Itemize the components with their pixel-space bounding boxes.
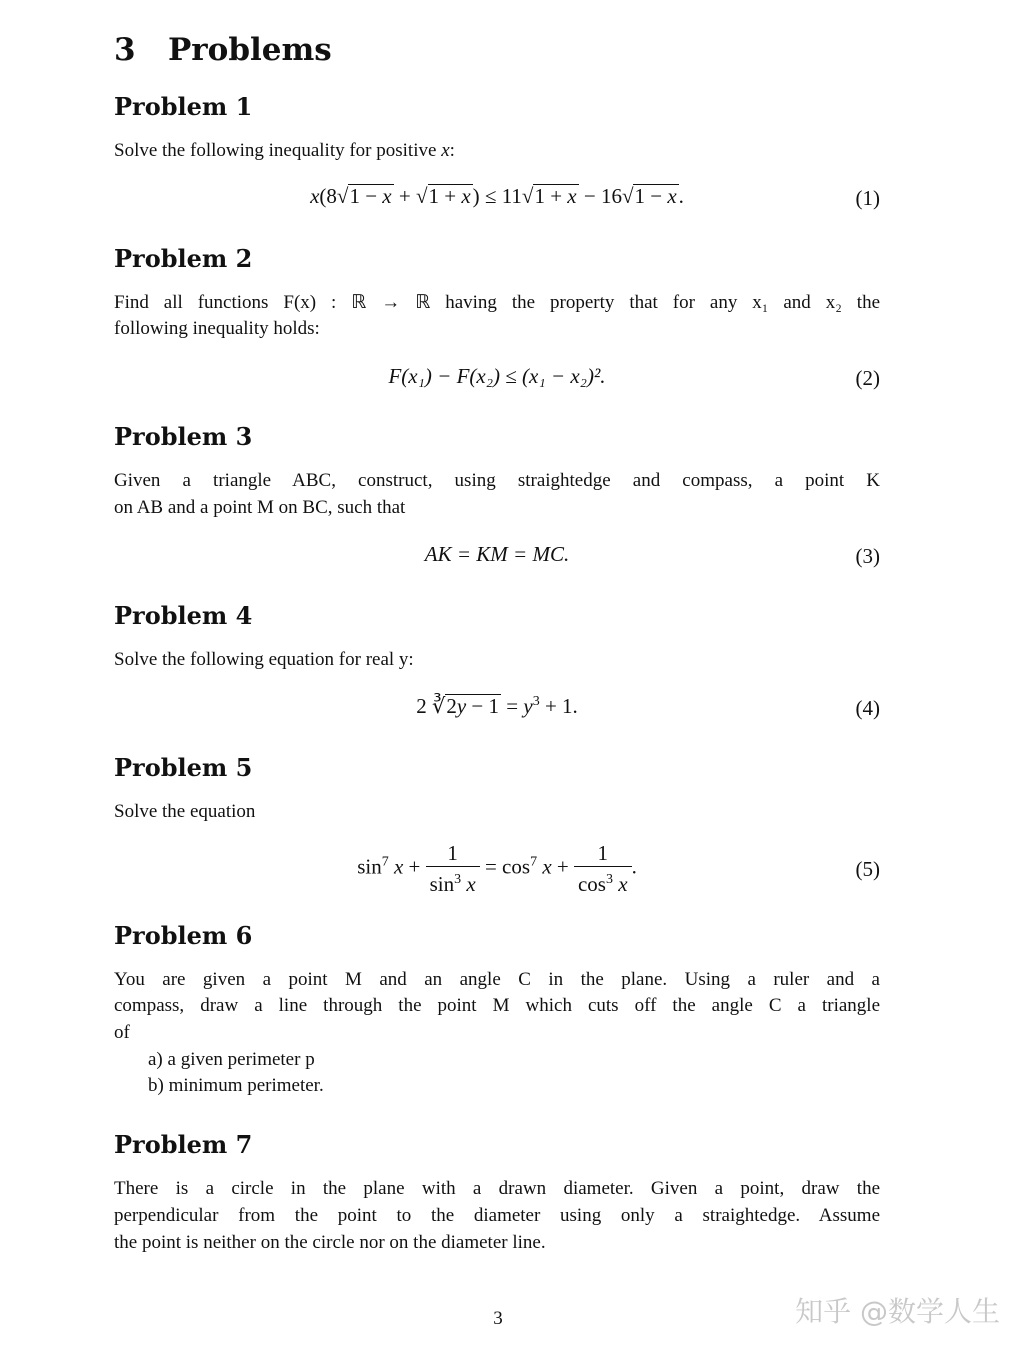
problem-4-text: Solve the following equation for real y: xyxy=(114,649,414,670)
watermark: 知乎 @数学人生 xyxy=(795,1295,1000,1328)
problem-6-item-a: a) a given perimeter p xyxy=(148,1049,315,1070)
problem-7-text-line-2: perpendicular from the point to the diameter using only a straightedge. Assume xyxy=(114,1205,880,1226)
section-title: Problems xyxy=(168,32,332,68)
problem-3-text-line-2: on AB and a point M on BC, such that xyxy=(114,497,406,518)
equation-2: F(x₁) − F(x₂) ≤ (x₁ − x₂)². xyxy=(388,364,606,388)
problem-3-heading: Problem 3 xyxy=(114,422,253,451)
section-number: 3 xyxy=(114,32,136,68)
problem-2-text-line-1: Find all functions F(x) : ℝ → ℝ having the property that for any x₁ and x₂ the xyxy=(114,292,880,313)
equation-1-number: (1) xyxy=(855,186,880,210)
problem-2-text-line-2: following inequality holds: xyxy=(114,318,320,339)
problem-4-heading: Problem 4 xyxy=(114,601,253,630)
problem-7-text-line-1: There is a circle in the plane with a drawn diameter. Given a point, draw the xyxy=(114,1178,880,1199)
problem-7-text-line-3: the point is neither on the circle nor on the diameter line. xyxy=(114,1232,546,1253)
equation-4: 2 ∛2y − $1 = y^3 + 1$. xyxy=(416,694,578,718)
problem-2-heading: Problem 2 xyxy=(114,244,253,273)
equation-5-number: (5) xyxy=(855,857,880,881)
equation-3-number: (3) xyxy=(855,544,880,568)
page-number: 3 xyxy=(493,1308,503,1329)
problem-7-heading: Problem 7 xyxy=(114,1130,253,1159)
problem-5-text: Solve the equation xyxy=(114,801,256,822)
problem-1-heading: Problem 1 xyxy=(114,92,253,121)
problem-5-heading: Problem 5 xyxy=(114,753,253,782)
problem-6-text-line-1: You are given a point M and an angle C in the plane. Using a ruler and a xyxy=(114,969,880,990)
equation-1: x(8√1 − x + √1 + x) ≤ 11√1 + x − 16√1 − x. xyxy=(310,184,684,208)
problem-6-item-b: b) minimum perimeter. xyxy=(148,1075,324,1096)
problem-6-text-line-2: compass, draw a line through the point M which cuts off the angle C a triangle xyxy=(114,995,880,1016)
problem-1-text: Solve the following inequality for positive x: xyxy=(114,140,455,161)
problem-6-text-line-3: of xyxy=(114,1022,130,1043)
problem-6-heading: Problem 6 xyxy=(114,921,253,950)
equation-5: $\sin^7 x$ + $\frac{1}{\sin^3 x}$ = $\cos^7 x$ + $\frac{1}{\cos^3 x}$ . xyxy=(357,841,637,896)
equation-4-number: (4) xyxy=(855,696,880,720)
equation-3: AK = KM = MC. xyxy=(424,542,570,566)
equation-2-number: (2) xyxy=(855,366,880,390)
problem-3-text-line-1: Given a triangle ABC, construct, using straightedge and compass, a point K xyxy=(114,470,880,491)
